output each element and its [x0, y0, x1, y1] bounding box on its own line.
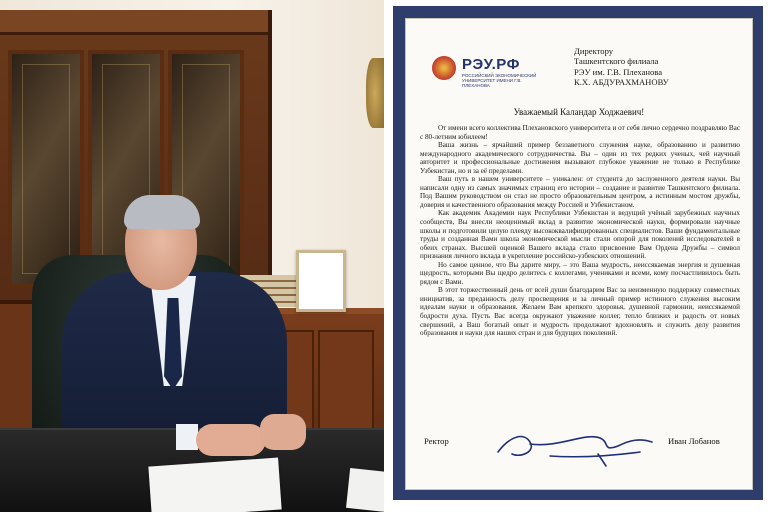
picture-frame	[296, 250, 346, 312]
paragraph: Ваш путь в нашем университете – уникален: от студента до заслуженного деятеля науки. Вы написали одну из самых значимых страниц его истории – создание и развитие Ташкентского филиала. Под Вашим руководством он стал не просто образовательным центром, а истинным мостом дружбы, доверия и качественного образования между Россией и Узбекистаном.	[420, 175, 740, 209]
hand	[260, 414, 306, 450]
addressee-line: Ташкентского филиала	[574, 56, 659, 67]
letter-body	[420, 124, 740, 338]
university-emblem-icon	[432, 56, 456, 80]
logo-text: РЭУ.РФ	[462, 56, 520, 73]
addressee-line: К.Х. АБДУРАХМАНОВУ	[574, 77, 669, 88]
handwritten-signature	[490, 418, 660, 470]
documents-on-desk	[148, 458, 281, 512]
addressee	[574, 46, 738, 88]
paragraph: Как академик Академии наук Республики Узбекистан и ведущий учёный зарубежных научных сообществ, Вы внесли неоценимый вклад в развитие экономической науки, формировали научные школы и подготовили целую плеяду высококвалифицированных специалистов. Ваши фундаментальные труды и созданная Вами школа экономической мысли стали опорой для поколений исследователей в обеих странах. Высшей оценкой Вашего вклада стало присвоение Вам Ордена Дружбы – символ признания личного вклада в укрепление российско-узбекских отношений.	[420, 209, 740, 261]
logo-subtext: РОССИЙСКИЙ ЭКОНОМИЧЕСКИЙ УНИВЕРСИТЕТ ИМЕНИ Г.В. ПЛЕХАНОВА	[462, 73, 537, 88]
paragraph: Ваша жизнь – ярчайший пример беззаветного служения науке, образованию и развитию международного академического сотрудничества. Вы – один из тех редких ученых, чей научный авторитет и профессиональные достижения вызывают глубокое уважение не только в Республике Узбекистан, но и за её пределами.	[420, 141, 740, 175]
signatory-title: Ректор	[424, 436, 449, 446]
hand	[196, 424, 266, 456]
signatory-name: Иван Лобанов	[668, 436, 720, 446]
addressee-line: Директору	[574, 46, 614, 56]
wall-ornament	[366, 58, 384, 128]
addressee-line: РЭУ им. Г.В. Плеханова	[574, 66, 663, 77]
paragraph: От имени всего коллектива Плехановского университета и от себя лично сердечно поздравляю Вас с 80-летним юбилеем!	[420, 124, 740, 141]
greeting: Уважаемый Каландар Ходжаевич!	[513, 107, 645, 117]
paragraph: Но самое ценное, что Вы дарите миру, – это Ваша мудрость, неиссякаемая энергия и душевная щедрость, которыми Вы щедро делитесь с коллегами, учениками и всеми, кому посчастливилось быть рядом с Вами.	[420, 260, 740, 286]
paragraph: В этот торжественный день от всей души благодарим Вас за неизменную поддержку совместных инициатив, за преданность делу просвещения и за личный пример истинного служения высоким идеалам науки и образования. Желаем Вам крепкого здоровья, душевной гармонии, неиссякаемой бодрости духа. Пусть Вас всегда окружают уважение коллег, тепло близких и радость от новых свершений, а Ваш богатый опыт и мудрость продолжают вдохновлять и служить делу развития образования и науки для наших стран и для будущих поколений.	[420, 286, 740, 338]
